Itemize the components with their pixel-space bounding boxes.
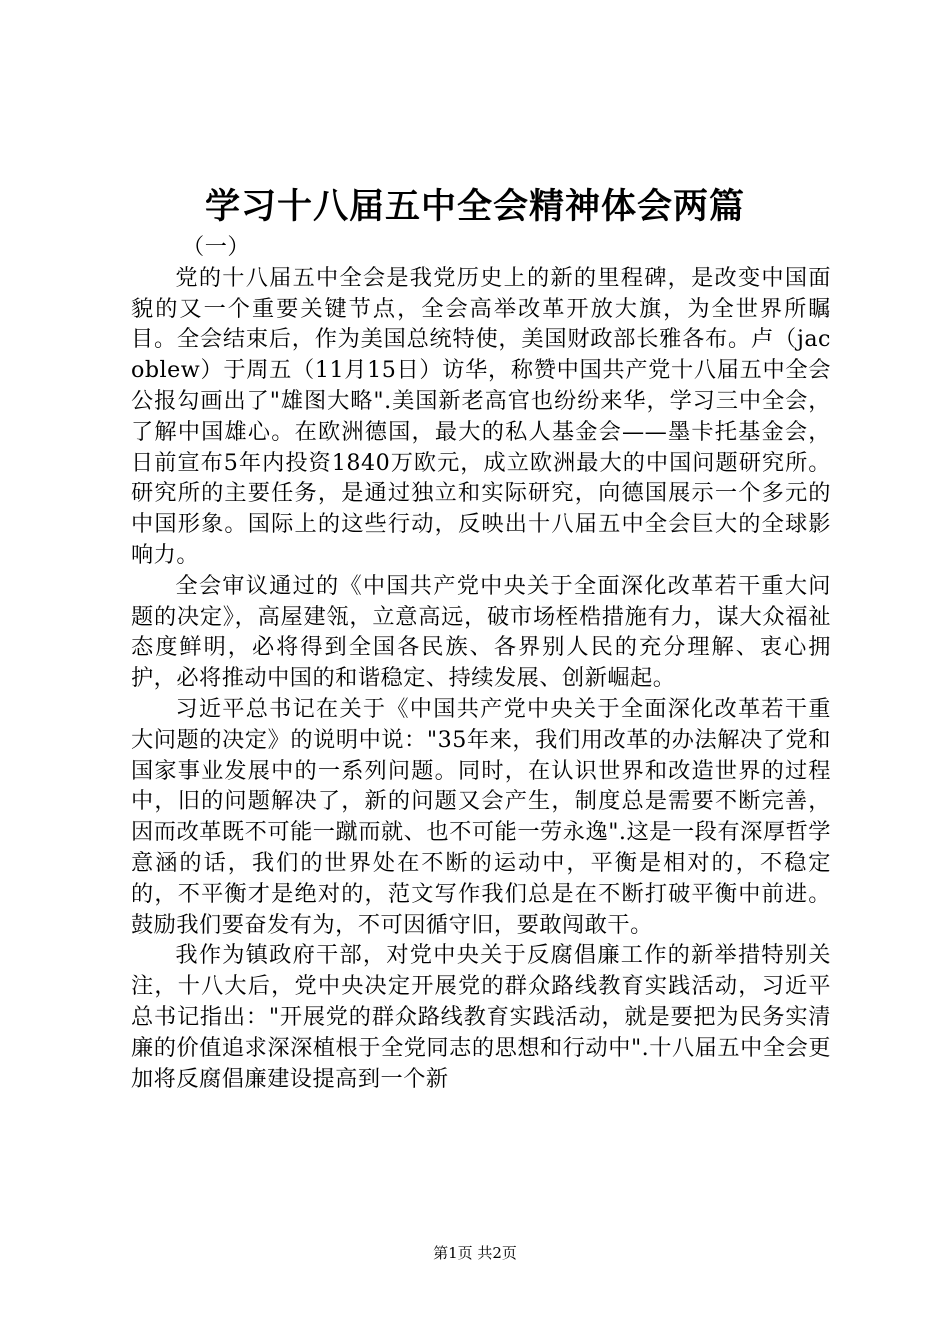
document-body: [131, 232, 831, 1094]
document-title: 学习十八届五中全会精神体会两篇: [204, 186, 745, 227]
paragraph: 我作为镇政府干部，对党中央关于反腐倡廉工作的新举措特别关注，十八大后，党中央决定开展党的群众路线教育实践活动，习近平总书记指出："开展党的群众路线教育实践活动，就是要把为民务实清廉的价值追求深深植根于全党同志的思想和行动中".十八届五中全会更加将反腐倡廉建设提高到一个新: [131, 942, 831, 1092]
paragraph: 习近平总书记在关于《中国共产党中央关于全面深化改革若干重大问题的决定》的说明中说："35年来，我们用改革的办法解决了党和国家事业发展中的一系列问题。同时，在认识世界和改造世界的过程中，旧的问题解决了，新的问题又会产生，制度总是需要不断完善，因而改革既不可能一蹴而就、也不可能一劳永逸".这是一段有深厚哲学意涵的话，我们的世界处在不断的运动中，平衡是相对的，不稳定的，不平衡才是绝对的，范文写作我们总是在不断打破平衡中前进。鼓励我们要奋发有为，不可因循守旧，要敢闯敢干。: [131, 695, 831, 938]
paragraph: 党的十八届五中全会是我党历史上的新的里程碑，是改变中国面貌的又一个重要关键节点，全会高举改革开放大旗，为全世界所瞩目。全会结束后，作为美国总统特使，美国财政部长雅各布。卢（jacoblew）于周五（11月15日）访华，称赞中国共产党十八届五中全会公报勾画出了"雄图大略".美国新老高官也纷纷来华，学习三中全会，了解中国雄心。在欧洲德国，最大的私人基金会——墨卡托基金会，日前宣布5年内投资1840万欧元，成立欧洲最大的中国问题研究所。研究所的主要任务，是通过独立和实际研究，向德国展示一个多元的中国形象。国际上的这些行动，反映出十八届五中全会巨大的全球影响力。: [131, 264, 831, 568]
paragraph: 全会审议通过的《中国共产党中央关于全面深化改革若干重大问题的决定》，高屋建瓴，立意高远，破市场桎梏措施有力，谋大众福祉态度鲜明，必将得到全国各民族、各界别人民的充分理解、衷心拥护，必将推动中国的和谐稳定、持续发展、创新崛起。: [131, 572, 831, 692]
section-marker: （一）: [182, 234, 251, 260]
page-footer: 第1页 共2页: [433, 1244, 517, 1262]
